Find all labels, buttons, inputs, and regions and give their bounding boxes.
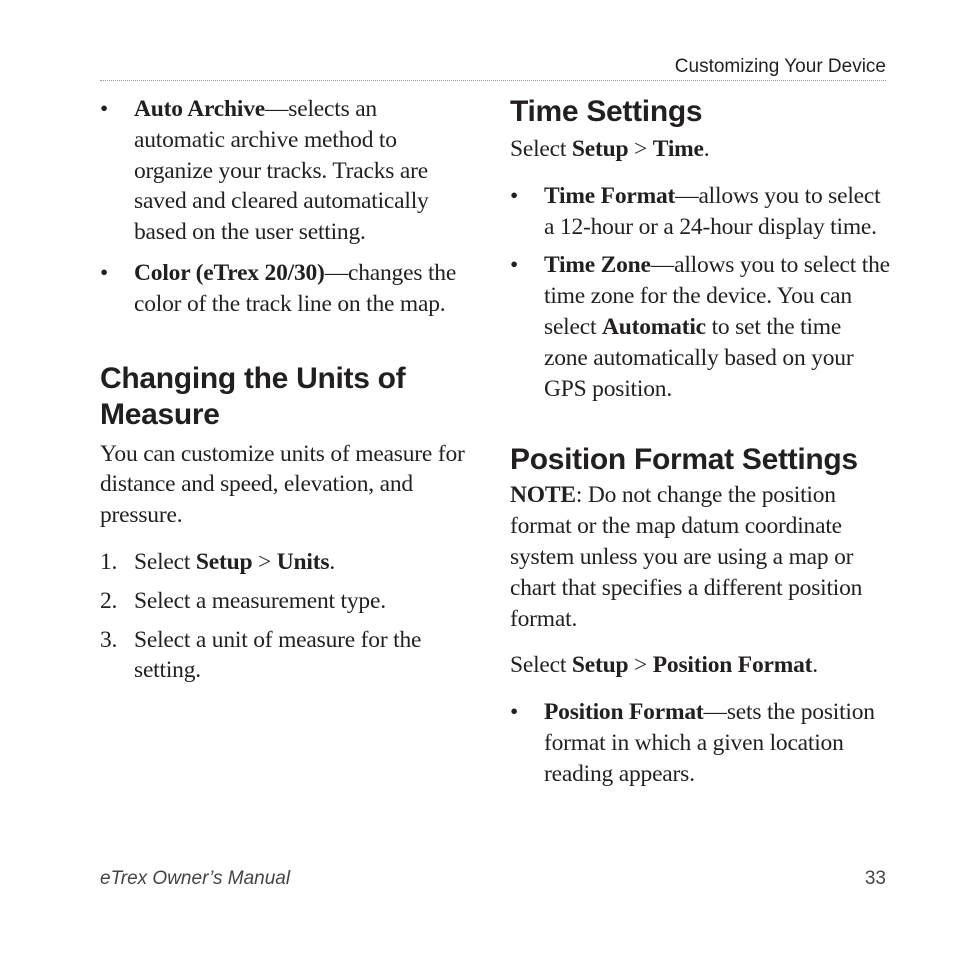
menu-term: Time: [652, 136, 704, 162]
note-paragraph: [510, 480, 890, 634]
bold-term: Automatic: [601, 313, 706, 340]
bullet-text: —sets the position format in which a given location reading appears.: [544, 699, 875, 787]
paragraph: [510, 134, 890, 165]
step-number: 2.: [100, 587, 118, 614]
section-heading: Position Format Settings: [510, 443, 858, 477]
bullet-term: Time Zone: [544, 252, 651, 279]
bullet-term: Position Format: [544, 699, 704, 726]
list-item: [100, 258, 470, 320]
menu-separator: >: [628, 652, 653, 679]
bullet-term: Color (eTrex 20/30): [134, 259, 325, 286]
header-divider: [100, 80, 886, 81]
right-column: [510, 94, 890, 790]
menu-separator: >: [252, 548, 277, 575]
menu-term: Position Format: [652, 652, 813, 679]
bullet-term: Time Format: [544, 182, 676, 209]
section-heading: Time Settings: [510, 95, 703, 128]
step-text: Select: [134, 548, 196, 575]
bullet-text: —changes the color of the track line on the map.: [134, 259, 457, 317]
list-item: [510, 697, 890, 789]
list-item: [510, 181, 890, 243]
text: .: [812, 652, 818, 679]
bullet-mark: •: [100, 96, 109, 122]
bullet-mark: •: [510, 699, 519, 726]
list-item: [100, 625, 470, 687]
menu-term: Setup: [195, 548, 253, 575]
paragraph: [510, 650, 890, 681]
step-text: Select a measurement type.: [134, 587, 386, 614]
list-item: [100, 547, 470, 578]
text: .: [703, 136, 710, 162]
bullet-term: Auto Archive: [134, 96, 265, 122]
left-column: [100, 94, 470, 686]
list-item: [100, 94, 470, 248]
menu-term: Setup: [571, 652, 629, 679]
manual-title: eTrex Owner’s Manual: [100, 868, 291, 889]
list-item: [100, 586, 470, 617]
paragraph: You can customize units of measure for distance and speed, elevation, and pressure.: [100, 440, 465, 529]
bullet-text: —selects an automatic archive method to organize your tracks. Tracks are saved and cleared automatically based on the user setting.: [134, 96, 429, 246]
note-text: : Do not change the position format or the map datum coordinate system unless you are using a map or chart that specifies a different position format.: [510, 482, 863, 632]
bullet-mark: •: [510, 182, 519, 209]
list-item: [510, 250, 890, 404]
menu-term: Setup: [571, 136, 629, 162]
step-text: .: [329, 548, 336, 575]
text: Select: [510, 652, 572, 679]
menu-term: Units: [276, 548, 330, 575]
step-number: 3.: [100, 626, 118, 653]
running-header: Customizing Your Device: [674, 56, 886, 77]
bullet-mark: •: [510, 252, 519, 279]
section-heading: Changing the Units of Measure: [100, 361, 406, 431]
menu-separator: >: [628, 136, 653, 162]
text: Select: [510, 136, 572, 162]
bullet-text: —allows you to select the time zone for the device. You can select: [544, 252, 890, 340]
bullet-text: —allows you to select a 12-hour or a 24-hour display time.: [544, 182, 881, 240]
step-text: Select a unit of measure for the setting.: [134, 626, 422, 684]
bullet-mark: •: [100, 259, 109, 286]
bullet-text: to set the time zone automatically based on your GPS position.: [544, 313, 854, 402]
note-label: NOTE: [510, 482, 576, 509]
page-number: 33: [864, 868, 886, 889]
step-number: 1.: [100, 548, 118, 575]
